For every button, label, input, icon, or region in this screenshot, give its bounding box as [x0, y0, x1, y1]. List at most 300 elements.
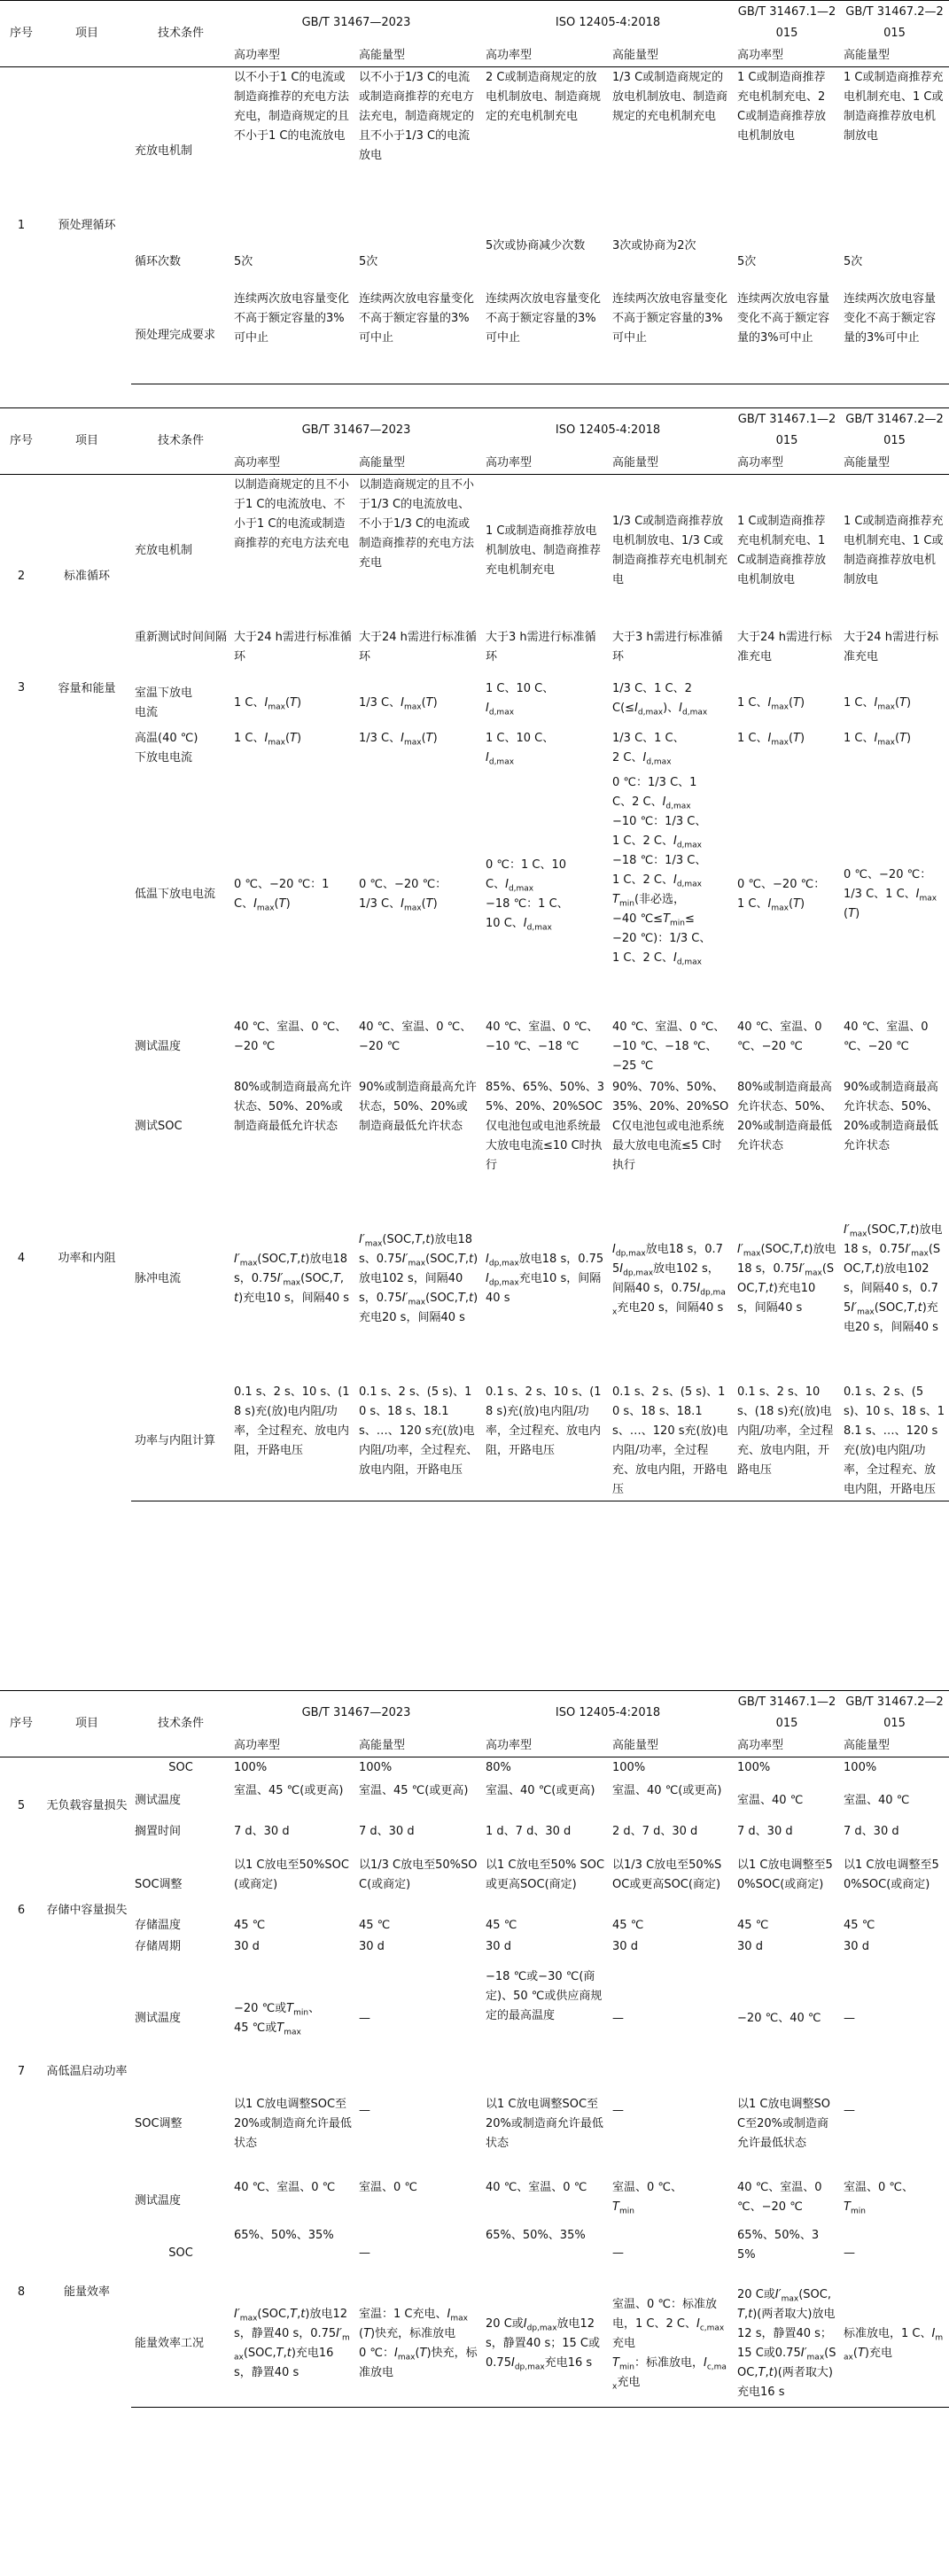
- cell: $I'_{max}(SOC,T,t)$放电18 s，$0.75I'_{max}(SOC,T,t)$放电102 s，间隔40 s，$0.75I'_{max}(SOC,T,t)$充电20 s，间隔40 s: [844, 1222, 943, 1334]
- cell: [482, 772, 609, 1017]
- cell: 45 ℃: [737, 1918, 769, 1932]
- table-row: [0, 2225, 949, 2282]
- cell-text: ≤: [685, 912, 695, 926]
- header-no: 序号: [0, 1691, 43, 1757]
- cell-sub: max: [268, 702, 285, 712]
- cell: 100%: [844, 1761, 877, 1774]
- cell: 以1/3 C放电至50%SOC或更高SOC(商定): [612, 1858, 722, 1891]
- table-section-1: [0, 0, 949, 407]
- cell-text: 1 C、I: [737, 695, 772, 710]
- row-no: 6: [17, 1903, 26, 1917]
- cond-label-line: 下放电电流: [135, 750, 193, 764]
- cond-label: 低温下放电电流: [135, 887, 216, 901]
- cond-label: 充放电机制: [135, 543, 193, 557]
- row-item: 标准循环: [63, 569, 110, 583]
- cell: 30 d: [486, 1939, 511, 1953]
- table-row: [0, 627, 949, 679]
- cell: —: [612, 2011, 625, 2025]
- cell-text: (T): [421, 896, 438, 911]
- cell: [230, 728, 355, 772]
- row-item: 功率和内阻: [58, 1251, 116, 1265]
- cell-text: )、I: [663, 701, 683, 715]
- header-energy: 高能量型: [609, 453, 734, 475]
- table-row: [0, 2177, 949, 2225]
- cell-sub: min: [670, 919, 686, 928]
- cond-label: 测试温度: [135, 1039, 182, 1053]
- cell: 5次: [737, 254, 757, 268]
- cell: 30 d: [234, 1939, 260, 1953]
- cell: 以制造商规定的且不小于1/3 C的电流放电、不小于1/3 C的电流或制造商推荐的充电方法充电: [359, 478, 475, 570]
- cell-text: C(≤I: [612, 701, 638, 715]
- cell: 40 ℃、室温、0 ℃、−20 ℃: [844, 1020, 929, 1053]
- cell-sub: min: [850, 2207, 866, 2216]
- cell-text: (T): [284, 695, 302, 710]
- header-std1: GB/T 31467—2023: [230, 408, 482, 454]
- cell: 标准放电，1 C、$I_{max}(T)$充电: [840, 2282, 949, 2408]
- cell-sub: max: [403, 738, 422, 748]
- cell-sub: d,max: [637, 708, 664, 718]
- cell: 40 ℃、室温、0 ℃、−20 ℃: [359, 1020, 472, 1053]
- cell: 大于3 h需进行标准循环: [486, 630, 596, 663]
- cell-text: (T): [894, 731, 912, 745]
- header-std1: GB/T 31467—2023: [230, 1691, 482, 1736]
- header-no: 序号: [0, 408, 43, 475]
- cond-label: 循环次数: [135, 254, 182, 268]
- cell: 40 ℃、室温、0 ℃: [234, 2180, 336, 2194]
- cell: $I_{dp,max}$放电18 s，$0.75I_{dp,max}$充电10 s，间隔40 s: [486, 1252, 604, 1305]
- cell: 室温、45 ℃(或更高): [234, 1783, 344, 1797]
- cell: $I'_{max}(SOC,T,t)$放电18 s，$0.75I'_{max}(SOC,T,t)$充电10 s，间隔40 s: [234, 1252, 350, 1305]
- cell: 5次或协商减少次数: [486, 238, 586, 252]
- cell: 65%、50%、35%: [234, 2228, 334, 2242]
- cond-label: 存储温度: [135, 1918, 182, 1932]
- cell: [609, 679, 734, 728]
- cell: —: [844, 2103, 856, 2117]
- header-power: 高功率型: [482, 453, 609, 475]
- cell: [230, 772, 355, 1017]
- cell: 5次: [844, 254, 863, 268]
- cell: 室温、40 ℃(或更高): [612, 1783, 722, 1797]
- cell-text: 1/3 C、I: [359, 896, 404, 911]
- cell-text: T: [612, 2200, 619, 2214]
- cell: [609, 772, 734, 1017]
- cell: 80%或制造商最高允许状态、50%、20%或制造商最低允许状态: [234, 1080, 352, 1133]
- cell: 大于24 h需进行标准循环: [359, 630, 477, 663]
- header-power: 高功率型: [482, 45, 609, 67]
- cell: [609, 2177, 734, 2225]
- cond-label: 功率与内阻计算: [131, 1382, 230, 1501]
- cond-label: 脉冲电流: [135, 1271, 182, 1285]
- cell: [840, 2177, 949, 2225]
- cell: 20 C或$I'_{max}(SOC,T,t)$(两者取大)放电12 s，静置40 s；15 C或$0.75I'_{max}(SOC,T,t)$(两者取大)充电16 s: [734, 2282, 840, 2408]
- cell: 45 ℃: [486, 1918, 517, 1932]
- cell-text: 1/3 C、1 C、2: [612, 681, 692, 695]
- cell-text: (非必选，: [634, 892, 686, 906]
- cond-label: SOC调整: [135, 2116, 183, 2130]
- cell-text: 0 ℃：1/3 C、1: [612, 775, 697, 789]
- cell: 40 ℃、室温、0 ℃、−20 ℃: [234, 1020, 347, 1053]
- cell: [609, 728, 734, 772]
- cell-sub: d,max: [676, 880, 703, 889]
- header-energy: 高能量型: [840, 45, 949, 67]
- header-item: 项目: [43, 1, 131, 67]
- cell: 30 d: [359, 1939, 385, 1953]
- cell: 45 ℃: [234, 1918, 266, 1932]
- cell: 1 C、10 C、 $I_{d,max}$: [486, 731, 555, 767]
- header-cond: 技术条件: [131, 1, 230, 67]
- cell-text: 1 C、I: [234, 695, 268, 710]
- cond-label: SOC: [168, 2246, 193, 2260]
- cell: 大于24 h需进行标准充电: [844, 630, 938, 663]
- row-item: 高低温启动功率: [46, 2064, 128, 2078]
- cell: 1/3 C或制造商规定的放电机制放电、制造商规定的充电机制充电: [612, 71, 728, 123]
- cell: 连续两次放电容量变化不高于额定容量的3%可中止: [734, 289, 840, 384]
- cell: 5次: [234, 254, 253, 268]
- cell: 40 ℃、室温、0 ℃、−20 ℃: [737, 1020, 822, 1053]
- cell-sub: max: [403, 904, 422, 913]
- cond-label-line: 室温下放电: [135, 686, 193, 700]
- row-no: 8: [17, 2285, 26, 2299]
- table-row: [0, 1382, 949, 1501]
- cell-text: −20 ℃或T: [234, 2001, 294, 2015]
- cell: 7 d、30 d: [234, 1824, 290, 1838]
- cell-text: 1 C、2 C、I: [612, 834, 677, 848]
- cell: 大于3 h需进行标准循环: [612, 630, 723, 663]
- header-std4: GB/T 31467.2—2015: [840, 1691, 949, 1736]
- table-row: [0, 2282, 949, 2408]
- cell: [355, 679, 482, 728]
- header-std3: GB/T 31467.1—2015: [734, 1691, 840, 1736]
- cell-text: (T): [894, 695, 912, 710]
- cell: 以1/3 C放电至50%SOC(或商定): [359, 1858, 478, 1891]
- header-cond: 技术条件: [131, 1691, 230, 1757]
- cell: 80%: [486, 1761, 511, 1774]
- cell: 1 C或制造商推荐充电机制充电、1 C或制造商推荐放电机制放电: [737, 514, 827, 586]
- cell: [734, 728, 840, 772]
- cell-sub: max: [877, 702, 895, 712]
- cell-text: C、I: [234, 896, 257, 911]
- header-power: 高功率型: [230, 1735, 355, 1757]
- cell-sub: min: [618, 2207, 634, 2216]
- header-energy: 高能量型: [355, 453, 482, 475]
- cell: 40 ℃、室温、0 ℃、−10 ℃、−18 ℃、−25 ℃: [612, 1020, 726, 1073]
- cell-text: (T): [788, 896, 805, 911]
- cell: 以1 C放电至50% SOC或更高SOC(商定): [486, 1858, 605, 1891]
- cell: 室温、0 ℃: [359, 2180, 418, 2194]
- table-section-3: [0, 1690, 949, 2576]
- cell: 7 d、30 d: [844, 1824, 899, 1838]
- cell: 以制造商规定的且不小于1 C的电流放电、不小于1 C的电流或制造商推荐的充电方法充电: [234, 478, 350, 550]
- cell: 5次: [359, 254, 378, 268]
- cell: 20 C或$I_{dp,max}$放电12 s，静置40 s；15 C或$0.75I_{dp,max}$充电16 s: [482, 2282, 609, 2408]
- row-item: 容量和能量: [58, 681, 116, 695]
- cell-text: 1/3 C、I: [359, 695, 404, 710]
- cell-text: 1 C、I: [844, 695, 878, 710]
- cond-label: 测试温度: [135, 2193, 182, 2207]
- header-std2: ISO 12405-4:2018: [482, 1691, 734, 1736]
- header-no: 序号: [0, 1, 43, 67]
- cell: 80%或制造商最高允许状态、50%、20%或制造商最低允许状态: [737, 1080, 832, 1152]
- cell: −20 ℃、40 ℃: [737, 2011, 821, 2025]
- cell-sub: d,max: [676, 958, 703, 967]
- cell: —: [844, 2246, 856, 2260]
- cell-text: C、2 C、I: [612, 795, 666, 809]
- cell-text: −40 ℃≤T: [612, 912, 671, 926]
- cell: 连续两次放电容量变化不高于额定容量的3%可中止: [355, 289, 482, 384]
- header-std1: GB/T 31467—2023: [230, 1, 482, 46]
- table-row: [0, 1821, 949, 1855]
- cond-label: 存储周期: [135, 1939, 182, 1953]
- cell: 以1 C放电调整至50%SOC(或商定): [844, 1858, 939, 1891]
- cell-text: −18 ℃：1/3 C、: [612, 853, 707, 867]
- cell: 1 C或制造商推荐充电机制充电、1 C或制造商推荐放电机制放电: [844, 514, 944, 586]
- header-power: 高功率型: [482, 1735, 609, 1757]
- cond-label-line: 高温(40 ℃): [135, 731, 198, 745]
- cell-text: 1/3 C、1 C、I: [844, 887, 920, 901]
- header-energy: 高能量型: [355, 1735, 482, 1757]
- cell: $I'_{max}(SOC,T,t)$放电18 s、$0.75I'_{max}(SOC,T,t)$放电102 s，间隔40 s，$0.75I'_{max}(SOC,T,t)$充电20 s，间隔40 s: [359, 1232, 478, 1324]
- table-row: [0, 1077, 949, 1176]
- cell: —: [844, 2011, 856, 2025]
- cell: 1 C、10 C、 $I_{d,max}$: [486, 681, 555, 718]
- cell-text: −18 ℃：1 C、: [486, 896, 569, 911]
- header-energy: 高能量型: [609, 45, 734, 67]
- cell: —: [612, 2246, 625, 2260]
- header-energy: 高能量型: [355, 45, 482, 67]
- cell-text: 1 C、I: [234, 731, 268, 745]
- cell: 2 C或制造商规定的放电机制放电、制造商规定的充电机制充电: [486, 71, 602, 123]
- header-std2: ISO 12405-4:2018: [482, 408, 734, 454]
- cell: —: [359, 2246, 370, 2260]
- cell-text: (T): [274, 896, 291, 911]
- cell-sub: max: [403, 702, 422, 712]
- cell: 65%、50%、35%: [737, 2228, 820, 2262]
- cell-text: 1 C、I: [737, 896, 772, 911]
- cell: 室温、45 ℃(或更高): [359, 1783, 469, 1797]
- cell: −18 ℃或−30 ℃(商定)、50 ℃或供应商规定的最高温度: [486, 1969, 603, 2022]
- table-row: [0, 1781, 949, 1821]
- cell: 100%: [612, 1761, 646, 1774]
- cell-text: T: [612, 892, 619, 906]
- table-row: [0, 289, 949, 384]
- cell: 40 ℃、室温、0 ℃、−20 ℃: [737, 2180, 822, 2214]
- cell-text: (T): [788, 731, 805, 745]
- cell: 7 d、30 d: [737, 1824, 793, 1838]
- cell-sub: d,max: [508, 884, 534, 894]
- header-item: 项目: [43, 1691, 131, 1757]
- cell: —: [359, 2103, 370, 2117]
- cell: 1 C或制造商推荐放电机制放电、制造商推荐充电机制充电: [486, 524, 602, 577]
- cond-label-line: 电流: [135, 705, 159, 719]
- row-no: 1: [17, 218, 26, 232]
- cond-label: 充放电机制: [135, 144, 193, 158]
- cell: 1 C或制造商推荐充电机制充电、2 C或制造商推荐放电机制放电: [737, 71, 827, 143]
- cell: 0.1 s、2 s、10 s、(18 s)充(放)电内阻/功率，全过程充、放电内阻，开路电压: [230, 1382, 355, 1501]
- cell-text: 45 ℃或T: [234, 2021, 284, 2035]
- table-row: [0, 679, 949, 728]
- cell: $I'_{max}(SOC,T,t)$放电18 s，$0.75I'_{max}(SOC,T,t)$充电10 s，间隔40 s: [737, 1242, 836, 1315]
- cell: 65%、50%、35%: [486, 2228, 586, 2242]
- cell-sub: d,max: [665, 802, 691, 811]
- cell: 1/3 C或制造商推荐放电机制放电、1/3 C或制造商推荐充电机制充电: [612, 514, 728, 586]
- cell: $I_{dp,max}$放电18 s，$0.75I_{dp,max}$放电102 s，间隔40 s，$0.75I_{dp,max}$充电20 s，间隔40 s: [612, 1242, 726, 1317]
- row-item: 预处理循环: [58, 218, 116, 232]
- table-row: [0, 1757, 949, 1781]
- cell: 大于24 h需进行标准充电: [737, 630, 832, 663]
- cell: 100%: [359, 1761, 393, 1774]
- cell: [355, 728, 482, 772]
- cell: 室温、0 ℃：标准放电，1 C、2 C、$I_{c,max}$充电 $T_{min}$：标准放电，$I_{c,max}$充电: [609, 2282, 734, 2408]
- cond-label: 重新测试时间间隔: [135, 630, 228, 644]
- table-row: [0, 1855, 949, 1915]
- cell-text: T: [844, 2200, 851, 2214]
- cell: 以1 C放电调整SOC至20%或制造商允许最低状态: [234, 2097, 352, 2150]
- cell: 以1 C放电至50%SOC(或商定): [234, 1858, 349, 1891]
- cell: 2 d、7 d、30 d: [612, 1824, 698, 1838]
- table-row: [0, 67, 949, 236]
- cell-text: 1 C、10 C、: [486, 681, 555, 695]
- row-item: 能量效率: [63, 2285, 110, 2299]
- cell: 0.1 s、2 s、(5 s)、10 s、18 s、18.1 s、…、120 s充(放)电内阻/功率，全过程充、放电内阻，开路电压: [355, 1382, 482, 1501]
- cell: 室温、40 ℃: [844, 1793, 910, 1807]
- cell: 0.1 s、2 s、(5 s)、10 s、18 s、18.1 s、…、120 s充(放)电内阻/功率，全过程充、放电内阻，开路电压: [609, 1382, 734, 1501]
- table-row: [0, 236, 949, 289]
- header-energy: 高能量型: [609, 1735, 734, 1757]
- cell-sub: max: [919, 894, 937, 904]
- cond-label: SOC: [168, 1761, 193, 1774]
- cell-text: 0 ℃、−20 ℃：: [359, 877, 447, 891]
- cell: 连续两次放电容量变化不高于额定容量的3%可中止: [609, 289, 734, 384]
- cell-sub: d,max: [488, 757, 515, 767]
- cell-sub: min: [618, 899, 634, 909]
- cell-sub: max: [771, 738, 789, 748]
- cell: 30 d: [844, 1939, 869, 1953]
- row-no: 4: [17, 1251, 26, 1265]
- header-power: 高功率型: [230, 45, 355, 67]
- cell-sub: d,max: [682, 708, 708, 718]
- cell: 45 ℃: [612, 1918, 644, 1932]
- table-row: [0, 1176, 949, 1382]
- cell-text: (T): [284, 731, 302, 745]
- cell: 45 ℃: [844, 1918, 875, 1932]
- header-power: 高功率型: [230, 453, 355, 475]
- header-power: 高功率型: [734, 45, 840, 67]
- cond-label: 测试温度: [135, 1793, 182, 1807]
- header-energy: 高能量型: [840, 1735, 949, 1757]
- row-no: 7: [17, 2064, 26, 2078]
- cell-text: 0 ℃、−20 ℃：1: [234, 877, 330, 891]
- cell-text: 1 C、I: [844, 731, 878, 745]
- header-item: 项目: [43, 408, 131, 475]
- cell: 100%: [234, 1761, 268, 1774]
- cell: 连续两次放电容量变化不高于额定容量的3%可中止: [840, 289, 949, 384]
- cell: [840, 772, 949, 1017]
- cell-text: 0 ℃、−20 ℃：: [737, 877, 826, 891]
- cell-text: −20 ℃)：1/3 C、: [612, 931, 712, 945]
- comparison-table-part-1: [0, 0, 949, 384]
- cell-text: 室温、0 ℃、: [844, 2180, 914, 2194]
- cell: 30 d: [737, 1939, 763, 1953]
- cell: —: [359, 2011, 370, 2025]
- cell-text: −10 ℃：1/3 C、: [612, 814, 707, 828]
- cell: 0.1 s、2 s、(5 s)、10 s、18 s、18.1 s、…、120 s充(放)电内阻/功率，全过程充、放电内阻，开路电压: [840, 1382, 949, 1501]
- cell: $I'_{max}(SOC,T,t)$放电12 s，静置40 s，$0.75I'_{max}(SOC,T,t)$充电16 s，静置40 s: [230, 2282, 355, 2408]
- cell: 以1 C放电调整SOC至20%或制造商允许最低状态: [737, 2097, 830, 2150]
- cell: [840, 679, 949, 728]
- cell-text: 1/3 C、1 C、: [612, 731, 685, 745]
- table-row: [0, 2071, 949, 2177]
- cell: 室温：1 C充电、$I_{max}(T)$快充，标准放电 0 ℃：$I_{max}(T)$快充，标准放电: [355, 2282, 482, 2408]
- cell: 室温、40 ℃: [737, 1793, 804, 1807]
- cell: 1 d、7 d、30 d: [486, 1824, 572, 1838]
- comparison-table-part-3: [0, 1690, 949, 2408]
- cell: 室温、40 ℃(或更高): [486, 1783, 595, 1797]
- cell: 连续两次放电容量变化不高于额定容量的3%可中止: [482, 289, 609, 384]
- row-no: 2: [17, 569, 26, 583]
- table-section-2: [0, 407, 949, 1690]
- cell-text: 2 C、I: [612, 750, 647, 764]
- table-row: [0, 1936, 949, 1967]
- cell-text: C、I: [486, 877, 509, 891]
- cell-text: 0 ℃、−20 ℃：: [844, 867, 932, 881]
- cell: 90%或制造商最高允许状态、50%、20%或制造商最低允许状态: [844, 1080, 938, 1152]
- header-std3: GB/T 31467.1—2015: [734, 408, 840, 454]
- cell-text: (T): [788, 695, 805, 710]
- cell: —: [612, 2103, 625, 2117]
- table-row: [0, 728, 949, 772]
- cell: 0.1 s、2 s、10 s、(18 s)充(放)电内阻/功率，全过程充、放电内阻，开路电压: [482, 1382, 609, 1501]
- header-power: 高功率型: [734, 1735, 840, 1757]
- cond-label: 能量效率工况: [131, 2282, 230, 2408]
- cell-sub: max: [877, 738, 895, 748]
- cell: 连续两次放电容量变化不高于额定容量的3%可中止: [230, 289, 355, 384]
- cell: [230, 679, 355, 728]
- cond-label: SOC调整: [135, 1877, 183, 1891]
- cell-sub: d,max: [646, 757, 672, 767]
- cell: [734, 679, 840, 728]
- cell-text: (T): [421, 731, 438, 745]
- cell-text: 10 C、I: [486, 916, 527, 930]
- cell: 大于24 h需进行标准循环: [234, 630, 352, 663]
- cell-sub: max: [771, 904, 789, 913]
- header-std4: GB/T 31467.2—2015: [840, 408, 949, 454]
- cell: 90%或制造商最高允许状态，50%、20%或制造商最低允许状态: [359, 1080, 477, 1133]
- cell-text: (T): [421, 695, 438, 710]
- cell: 90%、70%、50%、35%、20%、20%SOC仅电池包或电池系统最大放电电流≤5 C时执行: [612, 1080, 729, 1172]
- header-energy: 高能量型: [840, 453, 949, 475]
- cell: 85%、65%、50%、35%、20%、20%SOC仅电池包或电池系统最大放电电流≤10 C时执行: [486, 1080, 604, 1172]
- cell-sub: max: [256, 904, 275, 913]
- header-std2: ISO 12405-4:2018: [482, 1, 734, 46]
- cell-sub: max: [284, 2028, 301, 2037]
- cell: 以不小于1 C的电流或制造商推荐的充电方法充电，制造商规定的且不小于1 C的电流放电: [234, 71, 350, 143]
- cell: 以1 C放电调整至50%SOC(或商定): [737, 1858, 833, 1891]
- cell: 7 d、30 d: [359, 1824, 415, 1838]
- table-row: [0, 1915, 949, 1936]
- row-no: 3: [17, 680, 26, 694]
- cell-text: (T): [844, 906, 860, 920]
- cell-sub: d,max: [526, 923, 552, 933]
- cell-text: 室温、0 ℃、: [612, 2180, 683, 2194]
- header-cond: 技术条件: [131, 408, 230, 475]
- header-std3: GB/T 31467.1—2015: [734, 1, 840, 46]
- cell-text: 1/3 C、I: [359, 731, 404, 745]
- cell-sub: min: [293, 2008, 309, 2018]
- cell-text: 0 ℃：1 C、10: [486, 857, 567, 872]
- cell: [355, 772, 482, 1017]
- cell: 0.1 s、2 s、10 s、(18 s)充(放)电内阻/功率，全过程充、放电内阻，开路电压: [734, 1382, 840, 1501]
- cell: [230, 1967, 355, 2071]
